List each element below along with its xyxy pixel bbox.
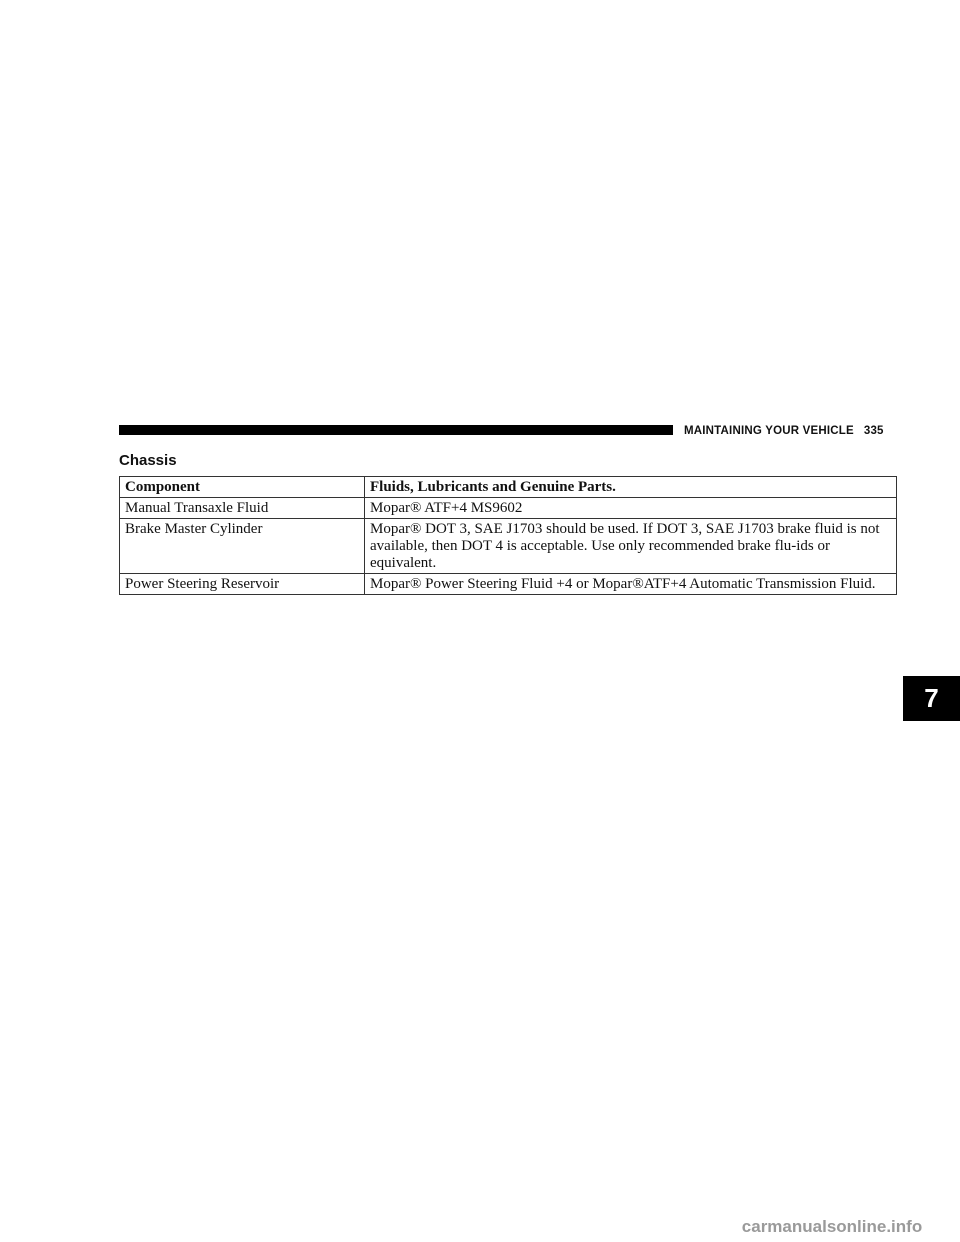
table-header-row bbox=[120, 477, 897, 498]
column-header-fluids: Fluids, Lubricants and Genuine Parts. bbox=[365, 477, 897, 498]
table-cell-fluid: Mopar® DOT 3, SAE J1703 should be used. If DOT 3, SAE J1703 brake fluid is not available, then DOT 4 is acceptable. Use only recommended brake flu-ids or equivalent. bbox=[365, 519, 897, 574]
table-row bbox=[120, 498, 897, 519]
table-row bbox=[120, 519, 897, 574]
table-row bbox=[120, 574, 897, 595]
table-cell-fluid: Mopar® ATF+4 MS9602 bbox=[365, 498, 897, 519]
column-header-component: Component bbox=[120, 477, 365, 498]
header-title: MAINTAINING YOUR VEHICLE bbox=[684, 425, 854, 437]
fluids-table bbox=[119, 476, 897, 595]
table-cell-component: Brake Master Cylinder bbox=[120, 519, 365, 574]
chapter-tab: 7 bbox=[903, 676, 960, 721]
section-title: Chassis bbox=[119, 452, 177, 469]
table-cell-component: Power Steering Reservoir bbox=[120, 574, 365, 595]
header-rule bbox=[119, 425, 673, 435]
running-header bbox=[684, 423, 884, 439]
table-cell-fluid: Mopar® Power Steering Fluid +4 or Mopar®ATF+4 Automatic Transmission Fluid. bbox=[365, 574, 897, 595]
watermark: carmanualsonline.info bbox=[741, 1217, 923, 1236]
table-cell-component: Manual Transaxle Fluid bbox=[120, 498, 365, 519]
page-number: 335 bbox=[863, 425, 884, 437]
